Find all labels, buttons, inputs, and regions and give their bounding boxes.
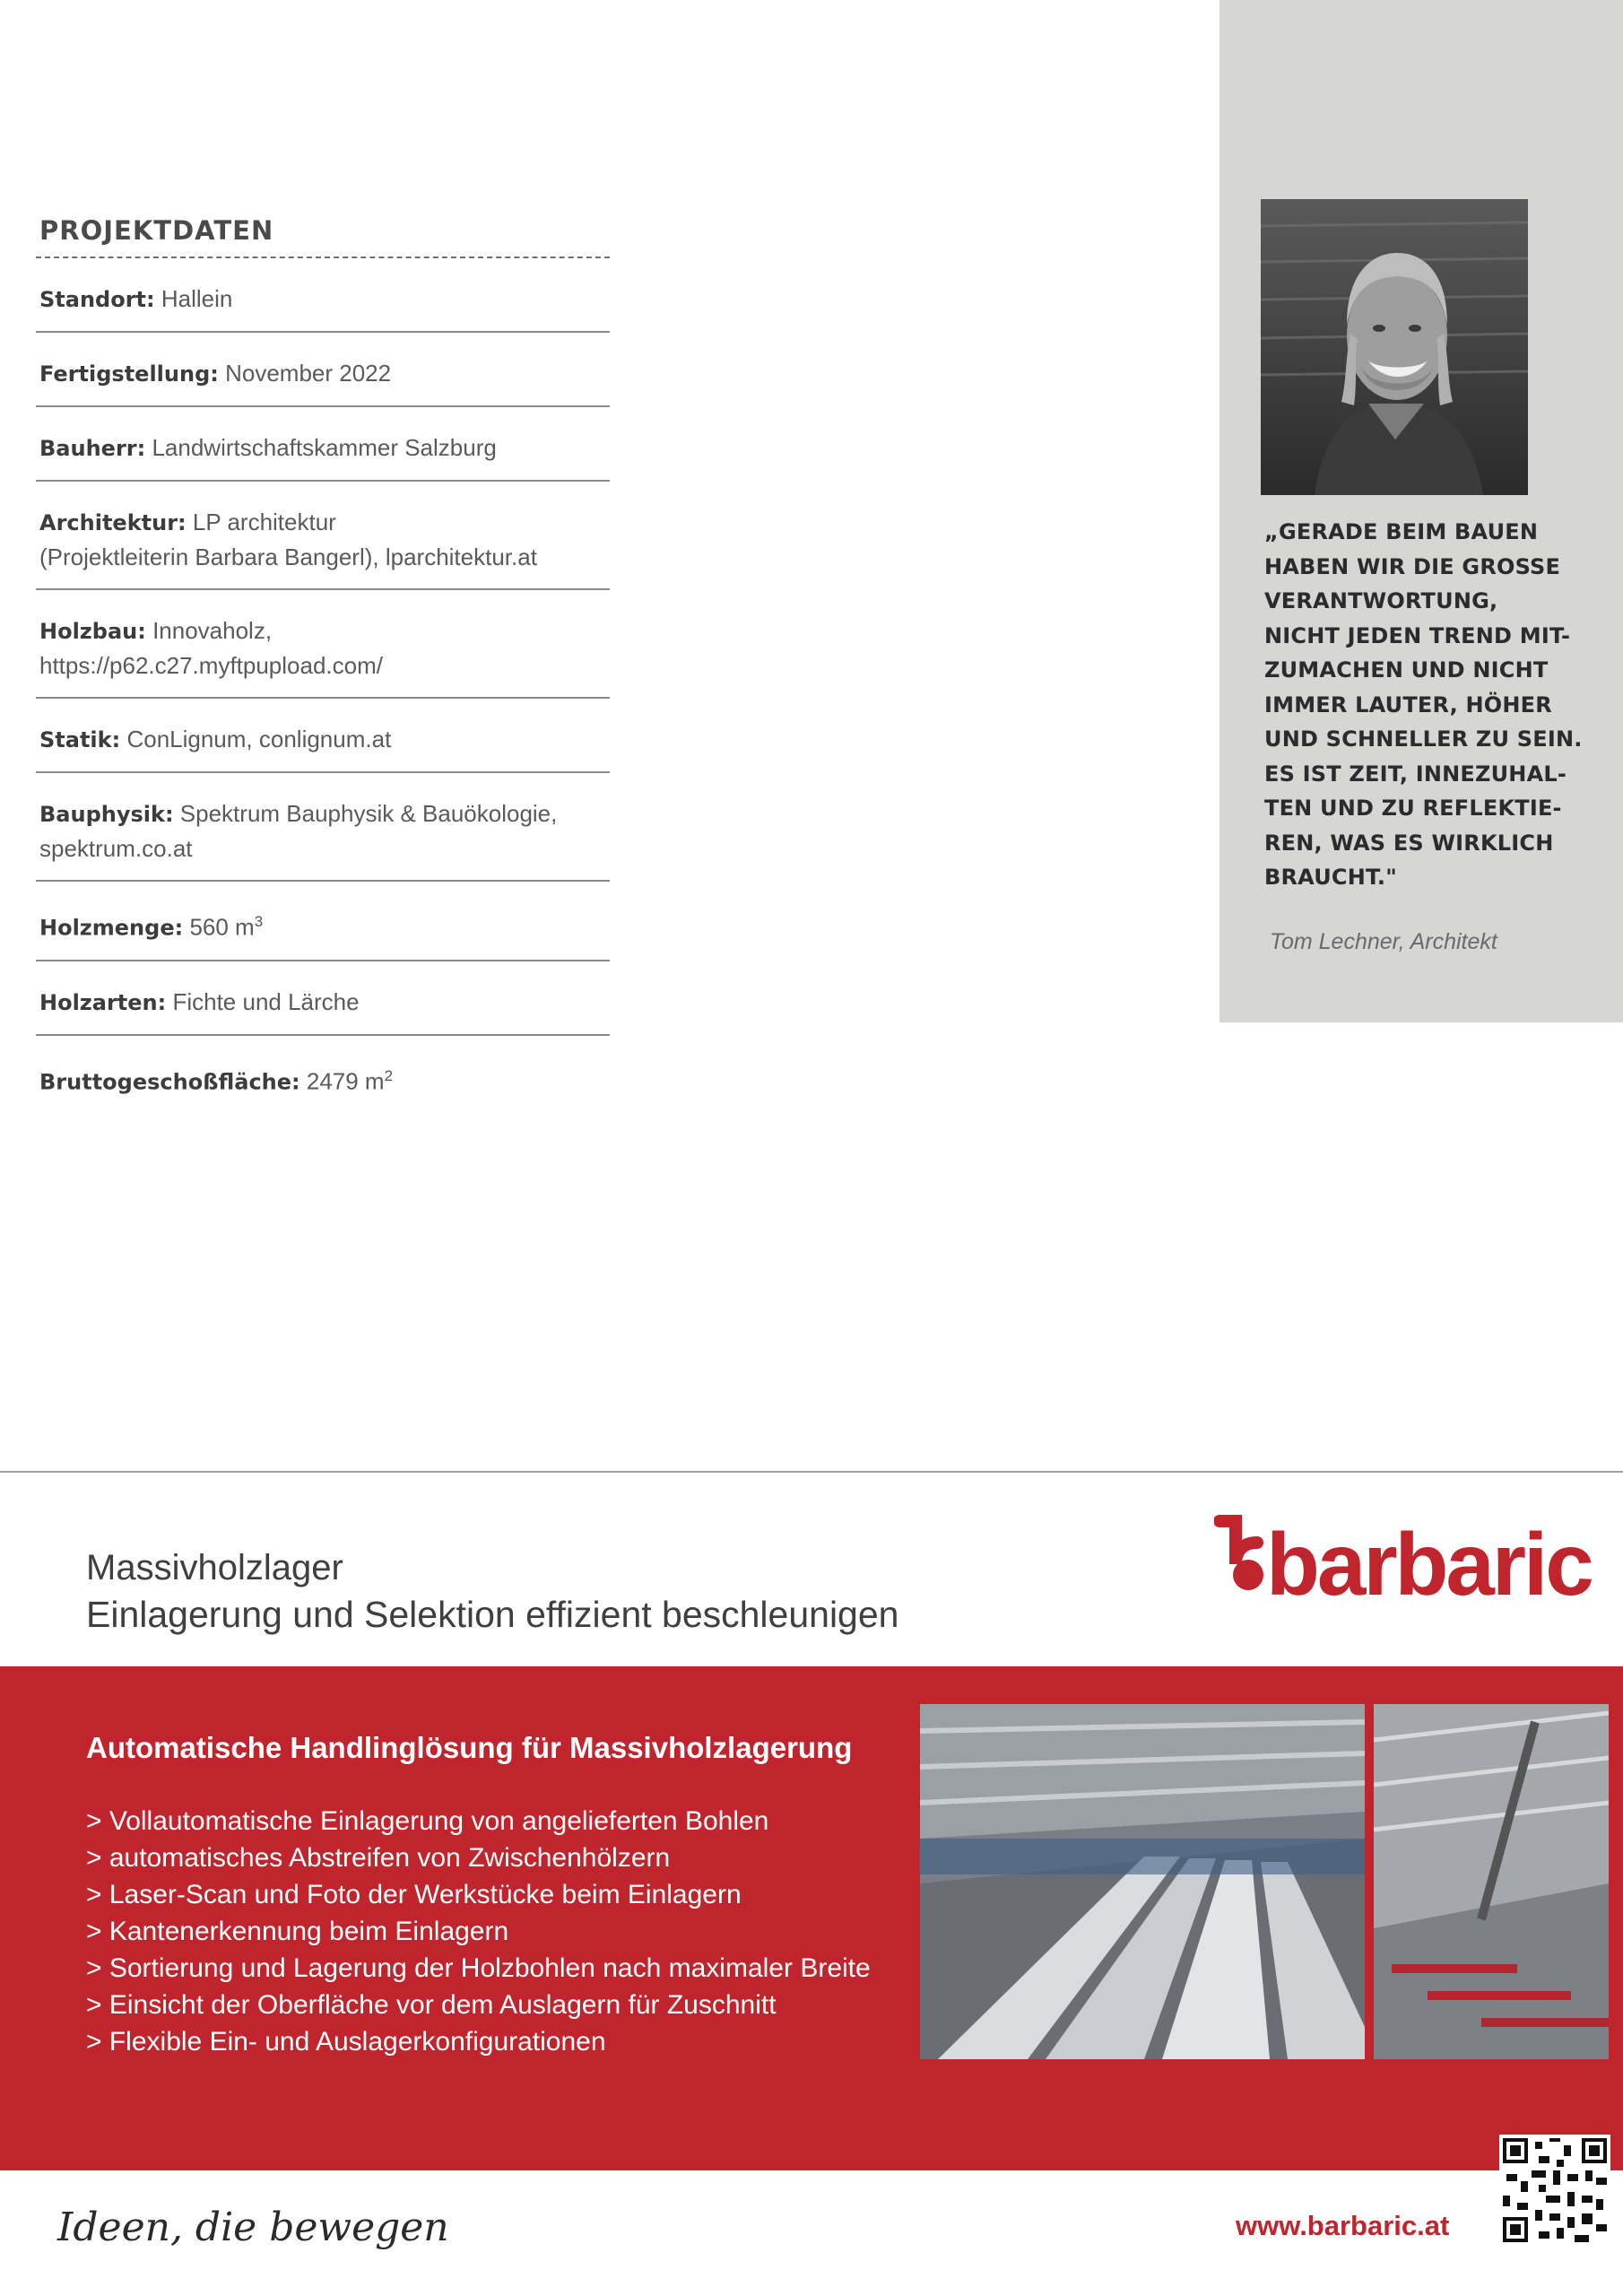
row-label: Statik: <box>39 727 121 752</box>
row-label: Holzbau: <box>39 619 146 644</box>
project-row-bauphysik <box>36 773 610 882</box>
barbaric-logo-text: barbaric <box>1266 1515 1592 1607</box>
quote-line: NICHT JEDEN TREND MIT- <box>1264 622 1571 648</box>
row-value-line2: spektrum.co.at <box>39 835 193 862</box>
ad-headline <box>86 1544 898 1638</box>
row-label: Architektur: <box>39 510 187 535</box>
quote-line: TEN UND ZU REFLEKTIE- <box>1264 796 1562 821</box>
quote-line: IMMER LAUTER, HÖHER <box>1264 691 1552 718</box>
list-item: > automatisches Abstreifen von Zwischenhölzern <box>86 1843 671 1873</box>
ad-headline-line-1: Massivholzlager <box>86 1548 343 1587</box>
list-item: > Sortierung und Lagerung der Holzbohlen nach maximaler Breite <box>86 1953 871 1983</box>
row-label: Bruttogeschoßfläche: <box>39 1069 300 1095</box>
list-item: > Vollautomatische Einlagerung von angelieferten Bohlen <box>86 1806 769 1836</box>
project-row-holzmenge <box>36 882 610 961</box>
row-value-line2: (Projektleiterin Barbara Bangerl), lparchitektur.at <box>39 544 537 570</box>
row-value: Landwirtschaftskammer Salzburg <box>152 434 497 461</box>
quote-line: „GERADE BEIM BAUEN <box>1264 519 1539 544</box>
row-label: Bauherr: <box>39 436 146 461</box>
slogan-text: Ideen, die bewegen. <box>57 2205 448 2250</box>
quote-author: Tom Lechner, Architekt <box>1270 929 1497 954</box>
quote-line: ZUMACHEN UND NICHT <box>1264 657 1549 683</box>
qr-code[interactable] <box>1499 2135 1610 2246</box>
project-row-fertigstellung <box>36 333 610 407</box>
slogan <box>54 2188 448 2260</box>
project-row-standort <box>36 258 610 333</box>
project-row-holzarten <box>36 961 610 1036</box>
row-label: Bauphysik: <box>39 802 174 827</box>
quote-line: REN, WAS ES WIRKLICH <box>1264 830 1554 856</box>
barbaric-logo <box>1214 1509 1618 1607</box>
row-value: 560 m <box>189 913 255 941</box>
row-value: Innovaholz, <box>152 617 273 644</box>
ad-subtitle: Automatische Handlinglösung für Massivholzlagerung <box>86 1731 853 1764</box>
quote-text <box>1264 515 1583 895</box>
quote-line: ES IST ZEIT, INNEZUHAL- <box>1264 761 1567 787</box>
ad-divider <box>0 1471 1623 1473</box>
row-label: Fertigstellung: <box>39 361 219 387</box>
ad-headline-line-2: Einlagerung und Selektion effizient beschleunigen <box>86 1594 899 1635</box>
row-value-sup: 2 <box>384 1066 394 1084</box>
list-item: > Laser-Scan und Foto der Werkstücke beim Einlagern <box>86 1880 742 1909</box>
quote-line: VERANTWORTUNG, <box>1264 588 1498 613</box>
row-value: 2479 m <box>306 1067 385 1095</box>
warehouse-photo <box>920 1704 1365 2059</box>
project-row-bauherr <box>36 407 610 482</box>
row-label: Holzarten: <box>39 989 167 1015</box>
quote-line: BRAUCHT." <box>1264 865 1397 890</box>
row-label: Standort: <box>39 287 155 312</box>
architect-portrait <box>1261 199 1528 495</box>
row-value-line2: https://p62.c27.myftpupload.com/ <box>39 652 383 679</box>
row-value: Fichte und Lärche <box>172 987 360 1015</box>
project-row-holzbau <box>36 590 610 699</box>
quote-line: HABEN WIR DIE GROSSE <box>1264 553 1561 579</box>
row-value: Hallein <box>161 285 233 312</box>
list-item: > Einsicht der Oberfläche vor dem Auslagern für Zuschnitt <box>86 1990 777 2020</box>
row-value: November 2022 <box>225 360 392 387</box>
row-value: Spektrum Bauphysik & Bauökologie, <box>179 800 558 827</box>
list-item: > Kantenerkennung beim Einlagern <box>86 1917 509 1946</box>
project-row-statik <box>36 699 610 773</box>
project-row-bruttogeschossflaeche <box>36 1036 610 1114</box>
row-value: LP architektur <box>192 509 336 535</box>
list-item: > Flexible Ein- und Auslagerkonfigurationen <box>86 2027 606 2057</box>
conveyor-photo <box>1374 1704 1609 2059</box>
project-data-title: PROJEKTDATEN <box>39 215 274 246</box>
ad-feature-list <box>86 1803 871 2060</box>
quote-line: UND SCHNELLER ZU SEIN. <box>1264 726 1583 752</box>
project-row-architektur <box>36 482 610 590</box>
ad-website-link[interactable]: www.barbaric.at <box>1236 2210 1450 2241</box>
row-label: Holzmenge: <box>39 915 184 941</box>
row-value-sup: 3 <box>254 913 264 930</box>
project-data-box <box>36 215 610 1113</box>
row-value: ConLignum, conlignum.at <box>126 726 392 752</box>
